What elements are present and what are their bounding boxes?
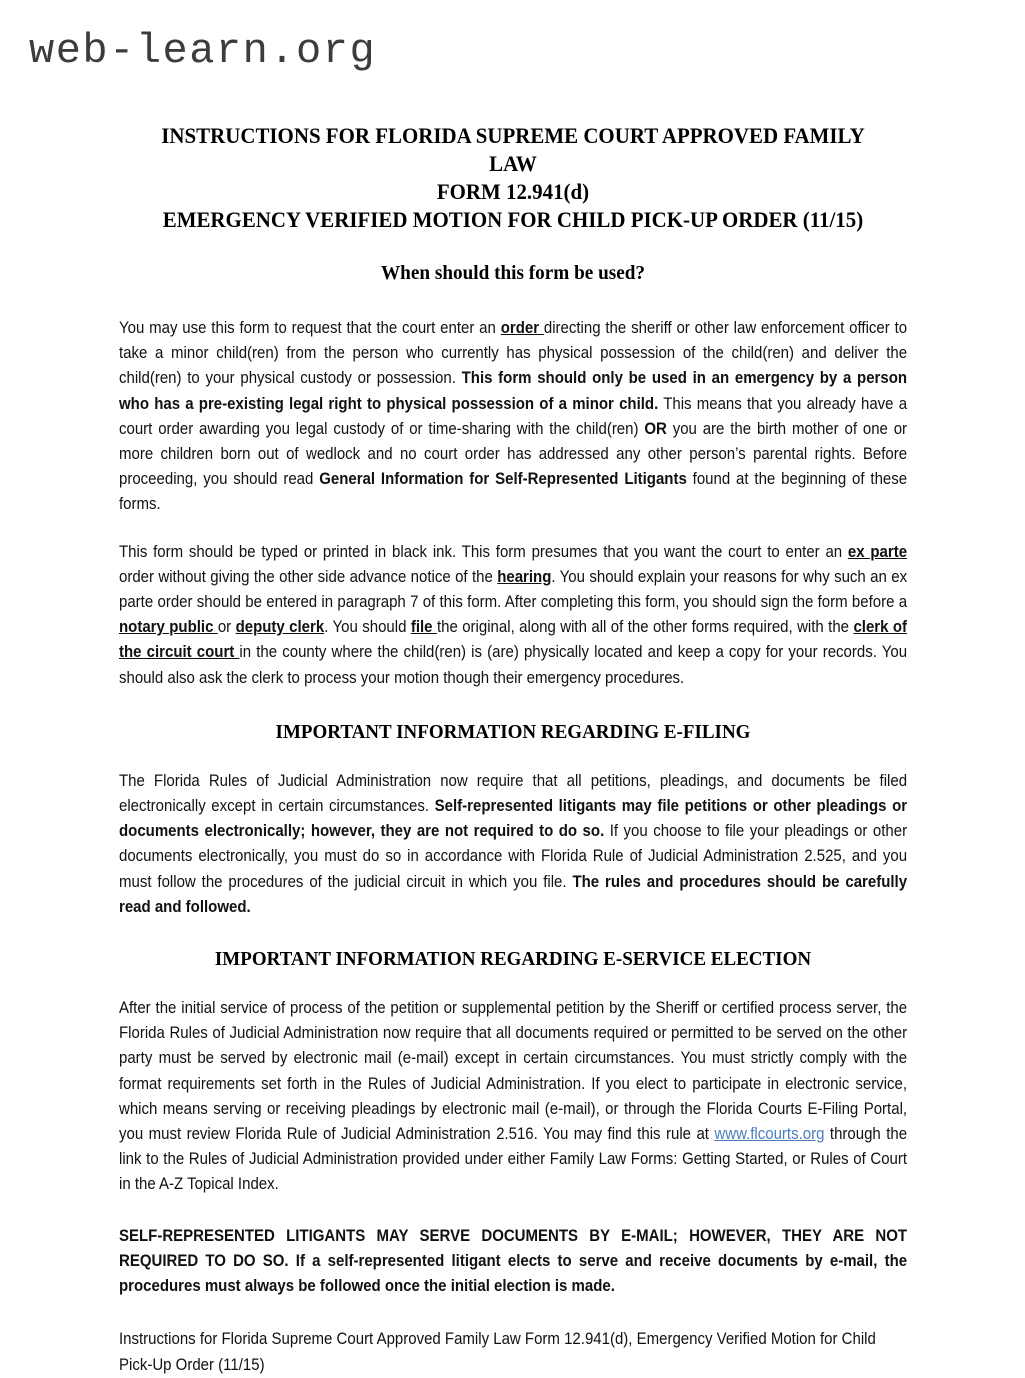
paragraph-email-service-notice (119, 1198, 907, 1300)
paragraph-efiling (119, 745, 907, 920)
p1-run-5: This means that you already have a court order awarding you legal custody of or time-sharing with the child(ren) (119, 394, 908, 438)
p1-run-1: You may use this form to request that the court enter an (119, 319, 501, 337)
paragraph-eservice (119, 972, 907, 1198)
p3-run-3: If you choose to file your pleadings or other documents electronically, you must do so in accordance with Florida Rule of Judicial Administration 2.525, and you must follow the procedures of the judicial circuit in which you file. (119, 822, 908, 891)
p2-term-ex-parte: ex parte (847, 542, 908, 561)
p2-run-1: This form should be typed or printed in black ink. This form presumes that you want the court to enter an (119, 542, 848, 561)
p2-run-9: . You should (324, 618, 411, 637)
p2-run-7: or (217, 618, 236, 637)
p1-run-9: found at the beginning of these forms. (119, 470, 908, 514)
p1-run-7: you are the birth mother of one or more children born out of wedlock and no court order has addressed any other person’s parental rights. Before proceeding, you should read (119, 419, 908, 489)
p2-run-5: . You should explain your reasons for why such an ex parte order should be entered in paragraph 7 of this form. After completing this form, you should sign the form before a (119, 567, 908, 612)
flcourts-link[interactable]: www.flcourts.org (714, 1125, 825, 1144)
site-watermark: web-learn.org (29, 27, 377, 75)
p2-term-hearing: hearing (497, 567, 552, 586)
title-line-1: INSTRUCTIONS FOR FLORIDA SUPREME COURT APPROVED FAMILY LAW (161, 123, 865, 176)
p4-run-3: through the link to the Rules of Judicial Administration provided under either Family Law Forms: Getting Started, or Rules of Court in the A-Z Topical Index. (119, 1125, 908, 1194)
subheading-when-used: When should this form be used? (380, 262, 646, 284)
p2-run-11: the original, along with all of the other forms required, with the (436, 618, 854, 637)
p2-run-13: in the county where the child(ren) is (are) physically located and keep a copy for your records. You should also ask the clerk to process your motion though their emergency procedures. (119, 643, 908, 687)
title-line-2: FORM 12.941(d) (436, 179, 590, 204)
section-heading-eservice: IMPORTANT INFORMATION REGARDING E-SERVICE ELECTION (214, 948, 812, 971)
p1-term-or: OR (644, 419, 667, 438)
p1-run-3: directing the sheriff or other law enforcement officer to take a minor child(ren) from the person who currently has physical possession of the child(ren) and deliver the child(ren) to your physical custody or possession. (119, 319, 908, 388)
p2-term-deputy-clerk: deputy clerk (235, 618, 325, 637)
page-title (147, 0, 880, 234)
p3-emphasis-rules-read: The rules and procedures should be carefully read and followed. (119, 872, 908, 916)
p2-term-clerk-circuit-court: clerk of the circuit court (119, 618, 908, 662)
paragraph-when-should-be-used (119, 286, 907, 518)
p4-run-1: After the initial service of process of the petition or supplemental petition by the Sheriff or certified process server, the Florida Rules of Judicial Administration now require that all documents required or permitted to be served on the other party must be served by electronic mail (e-mail) except in certain circumstances. You must strictly comply with the format requirements set forth in the Rules of Judicial Administration. If you elect to participate in electronic service, which means serving or receiving pleadings by electronic mail (e-mail), or through the Florida Courts E-Filing Portal, you must review Florida Rule of Judicial Administration 2.516. You may find this rule at (119, 999, 908, 1144)
p2-term-file: file (410, 618, 437, 637)
p2-run-3: order without giving the other side advance notice of the (119, 567, 498, 586)
section-heading-efiling: IMPORTANT INFORMATION REGARDING E-FILING (275, 720, 751, 743)
p3-emphasis-self-represented: Self-represented litigants may file petitions or other pleadings or documents electronically; however, they are not required to do so. (119, 797, 908, 841)
p1-term-general-information: General Information for Self-Represented Litigants (319, 470, 687, 489)
p1-term-order: order (500, 319, 544, 337)
p1-emphasis-emergency-use: This form should only be used in an emergency by a person who has a pre-existing legal right to physical possession of a minor child. (119, 369, 908, 413)
document-content (119, 0, 907, 1378)
paragraph-filing-instructions (119, 518, 907, 691)
document-footer: Instructions for Florida Supreme Court Approved Family Law Form 12.941(d), Emergency Verified Motion for Child Pick-Up Order (11/15) (119, 1330, 876, 1374)
p3-run-1: The Florida Rules of Judicial Administration now require that all petitions, pleadings, and documents be filed electronically except in certain circumstances. (119, 771, 908, 816)
title-line-3: EMERGENCY VERIFIED MOTION FOR CHILD PICK-UP ORDER (11/15) (162, 207, 864, 232)
p2-term-notary-public: notary public (119, 618, 218, 637)
p5-bold-text: SELF-REPRESENTED LITIGANTS MAY SERVE DOCUMENTS BY E-MAIL; HOWEVER, THEY ARE NOT REQUIRED TO DO SO. If a self-represented litigant elects to serve and receive documents by e-mail, the procedures must always be followed once the initial election is made. (119, 1226, 908, 1296)
